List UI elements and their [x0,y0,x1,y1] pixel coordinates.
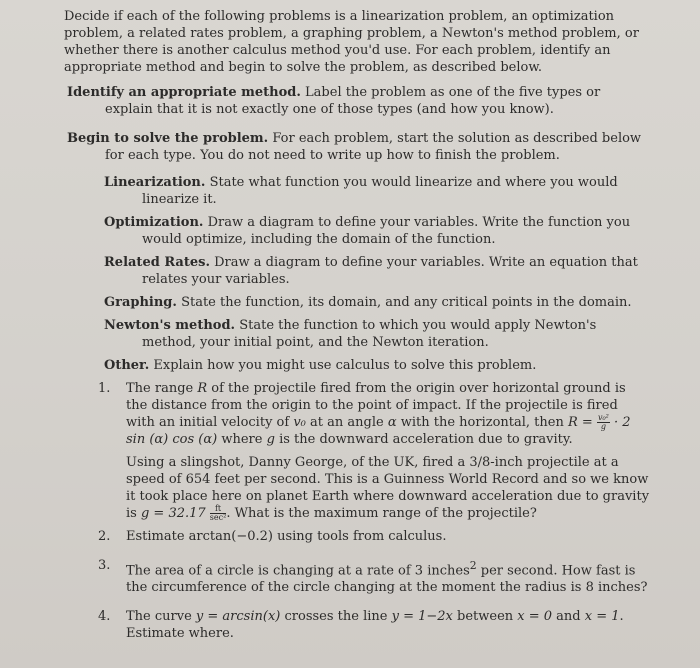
method-related-rates [104,254,650,288]
method-heading: Optimization. [104,215,204,230]
method-text: State what function you would linearize and where you would linearize it. [142,175,618,207]
method-optimization [104,214,650,248]
problem-number: 1. [98,381,111,396]
method-text: State the function, its domain, and any critical points in the domain. [181,295,632,310]
unit-fraction: $\frac{ft}{\text{sec²}}$ [209,504,227,522]
fraction: $\frac{\text{v₀²}}{g}$ [597,413,609,431]
problem-3-text: The area of a circle is changing at a rate of 3 inches$^2$ per second. How fast is the circumference of the circle changing at the moment the radius is 8 inches? [126,559,648,596]
begin-heading: Begin to solve the problem. [67,131,269,146]
method-heading: Newton's method. [104,318,236,333]
method-linearization [104,174,650,208]
problem-1 [98,380,650,522]
method-other [104,357,650,374]
method-heading: Other. [104,358,150,373]
intro-paragraph: Decide if each of the following problems is a linearization problem, an optimization problem, a related rates problem, a graphing problem, a Newton's method problem, or whether there is another calculus method you'd use. For each problem, identify an appropriate method and begin to solve the problem, as described below. [64,9,639,75]
method-text: State the function to which you would apply Newton's method, your initial point, and the Newton iteration. [142,318,597,350]
problem-number: 4. [98,609,111,625]
problem-1-para1: The range R of the projectile fired from the origin over horizontal ground is the distance from the origin to the point of impact. If the projectile is fired with an initial velocity of v₀ at an angle α with the horizontal, then R = $\frac{\text{v₀²}}{g}$ · 2 sin (α) cos (α) where g is the downward acceleration due to gravity. [126,381,631,447]
identify-section [67,84,650,118]
method-newtons [104,317,650,351]
begin-text: For each problem, start the solution as described below for each type. You do not need to write up how to finish the problem. [105,131,642,163]
method-heading: Graphing. [104,295,177,310]
identify-heading: Identify an appropriate method. [67,85,301,100]
problem-2-text: Estimate arctan(−0.2) using tools from calculus. [126,529,447,544]
method-text: Explain how you might use calculus to solve this problem. [153,358,537,373]
identify-text: Label the problem as one of the five types or explain that it is not exactly one of those types (and how you know). [105,85,601,117]
method-heading: Related Rates. [104,255,210,270]
problem-1-para2: Using a slingshot, Danny George, of the UK, fired a 3/8-inch projectile at a speed of 654 feet per second. This is a Guinness World Record and so we know it took place here on planet Earth where downward acceleration due to gravity is g = 32.17 $\frac{ft}{\text{sec²}}$ . What is the maximum range of the projectile? [126,455,650,522]
problem-number: 2. [98,529,111,544]
begin-section [67,130,650,164]
method-graphing [104,294,650,311]
range-formula: R = $\frac{\text{v₀²}}{g}$ · 2 sin (α) cos (α) [126,413,631,447]
method-text: Draw a diagram to define your variables. Write the function you would optimize, including the domain of the function. [142,215,631,247]
method-list [64,174,650,374]
problem-3 [98,557,650,596]
problem-1-question: What is the maximum range of the projectile? [234,506,537,521]
problem-number: 3. [98,558,111,573]
problem-4-text: The curve y = arcsin(x) crosses the line y = 1−2x between x = 0 and x = 1. Estimate where. [126,609,624,642]
problem-list [98,380,650,642]
method-heading: Linearization. [104,175,206,190]
problem-4 [98,608,650,642]
problem-2 [98,528,650,545]
method-text: Draw a diagram to define your variables. Write an equation that relates your variables. [142,255,638,287]
